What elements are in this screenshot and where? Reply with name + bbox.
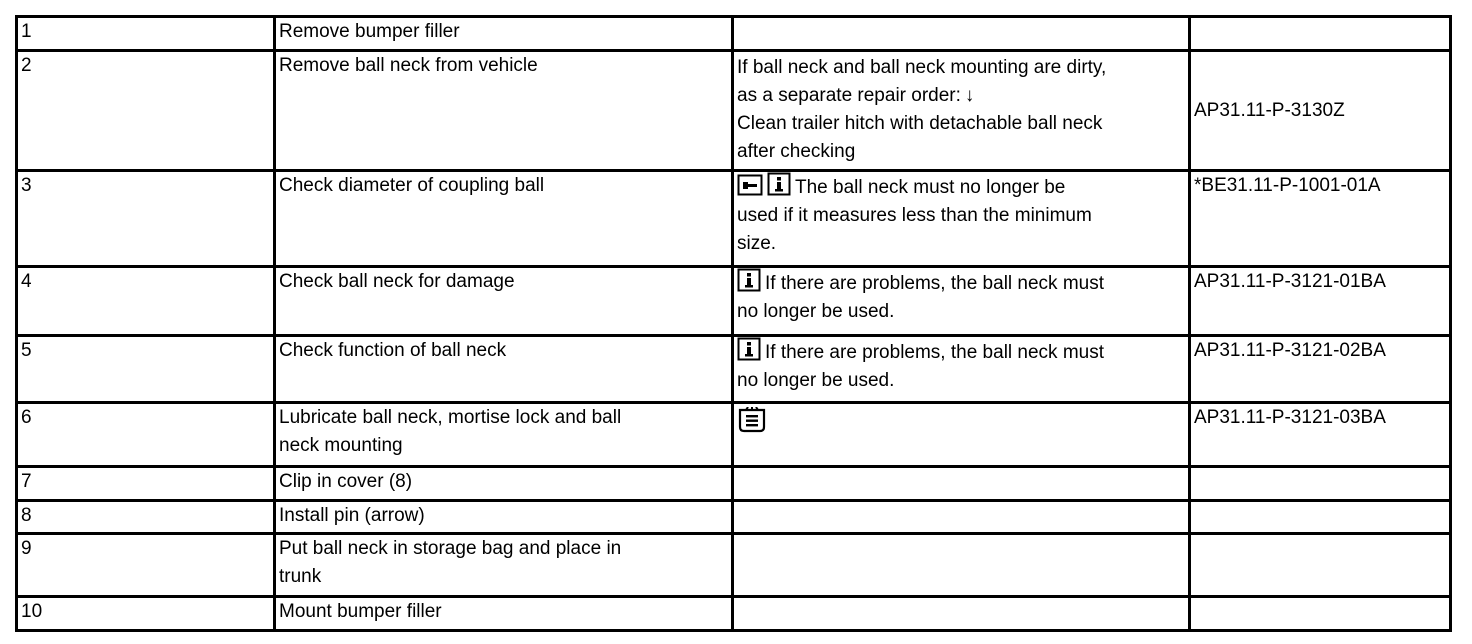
reference-link[interactable]: AP31.11-P-3121-03BA [1194,407,1386,428]
table-row [17,403,1451,467]
step-reference [1190,403,1451,467]
step-action [275,534,733,597]
step-note [733,467,1190,501]
step-reference [1190,467,1451,501]
table-row [17,467,1451,501]
step-note [733,403,1190,467]
lubricant-icon [737,407,767,433]
table-row [17,534,1451,597]
step-action: Check diameter of coupling ball [275,171,733,267]
step-action: Remove ball neck from vehicle [275,51,733,171]
step-number: 10 [17,597,275,631]
step-number: 9 [17,534,275,597]
step-reference [1190,267,1451,336]
step-number: 5 [17,336,275,403]
step-number: 4 [17,267,275,336]
step-reference [1190,171,1451,267]
step-note [733,171,1190,267]
note-line: If there are problems, the ball neck must [737,337,1185,367]
measuring-gauge-icon [737,174,763,196]
note-line: used if it measures less than the minimum [737,205,1092,226]
table-row [17,51,1451,171]
note-line: If ball neck and ball neck mounting are dirty, [737,57,1107,78]
info-icon [737,268,761,292]
action-line: neck mounting [279,435,403,456]
table-row [17,597,1451,631]
note-line: as a separate repair order: ↓ [737,82,1185,110]
note-line: no longer be used. [737,301,895,322]
step-number: 8 [17,501,275,534]
reference-link[interactable]: AP31.11-P-3130Z [1194,99,1345,121]
step-reference [1190,51,1451,171]
action-line: trunk [279,566,322,587]
step-reference [1190,597,1451,631]
step-note [733,336,1190,403]
arrow-down-icon: ↓ [964,85,975,106]
note-line: If there are problems, the ball neck must [737,268,1185,298]
reference-link[interactable]: AP31.11-P-3121-02BA [1194,340,1386,361]
step-action: Remove bumper filler [275,17,733,51]
action-line: Put ball neck in storage bag and place in [279,538,622,559]
step-number: 6 [17,403,275,467]
step-action: Install pin (arrow) [275,501,733,534]
step-reference [1190,501,1451,534]
table-row [17,171,1451,267]
step-action [275,403,733,467]
step-note [733,51,1190,171]
step-action: Clip in cover (8) [275,467,733,501]
step-action: Check function of ball neck [275,336,733,403]
step-note [733,534,1190,597]
note-line: size. [737,233,777,254]
step-reference [1190,17,1451,51]
step-number: 7 [17,467,275,501]
procedure-table [15,15,1452,632]
info-icon [767,172,791,196]
step-reference [1190,534,1451,597]
step-note [733,597,1190,631]
step-number: 2 [17,51,275,171]
note-line: no longer be used. [737,370,895,391]
step-action: Check ball neck for damage [275,267,733,336]
reference-link[interactable]: *BE31.11-P-1001-01A [1194,175,1381,196]
action-line: Lubricate ball neck, mortise lock and ball [279,407,622,428]
note-line: after checking [737,141,856,162]
table-row [17,336,1451,403]
step-number: 3 [17,171,275,267]
step-number: 1 [17,17,275,51]
step-reference [1190,336,1451,403]
step-note [733,17,1190,51]
step-note [733,267,1190,336]
table-row [17,17,1451,51]
note-line: The ball neck must no longer be [737,172,1185,202]
reference-link[interactable]: AP31.11-P-3121-01BA [1194,271,1386,292]
table-row [17,501,1451,534]
info-icon [737,337,761,361]
note-line: Clean trailer hitch with detachable ball neck [737,113,1103,134]
table-row [17,267,1451,336]
step-note [733,501,1190,534]
step-action: Mount bumper filler [275,597,733,631]
